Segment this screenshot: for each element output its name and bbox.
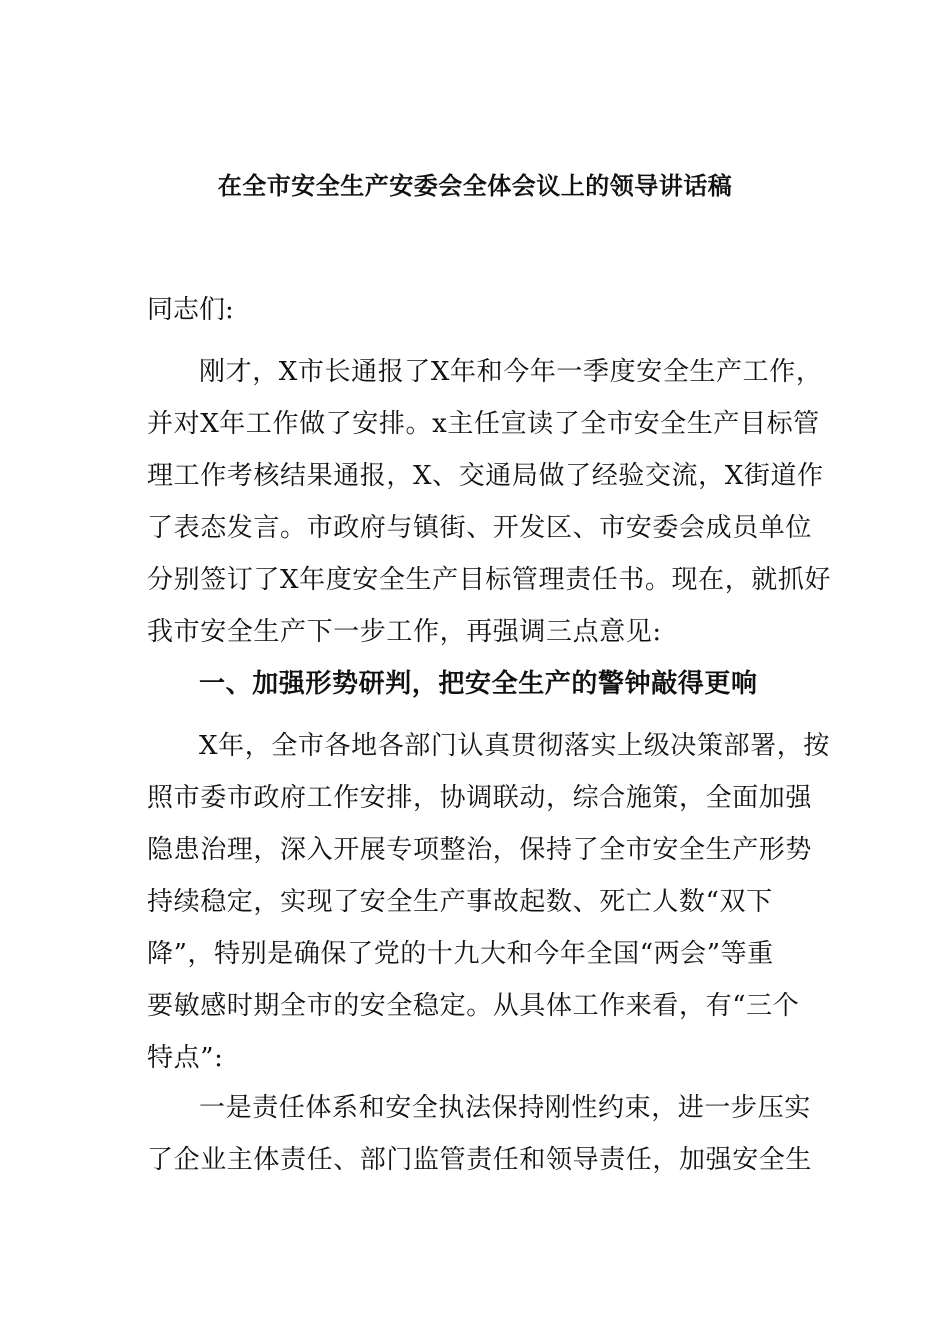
paragraph-line: 分别签订了X年度安全生产目标管理责任书。现在，就抓好: [147, 565, 832, 595]
paragraph-line: 了表态发言。市政府与镇街、开发区、市安委会成员单位: [147, 513, 813, 543]
paragraph-line: 并对X年工作做了安排。x主任宣读了全市安全生产目标管: [147, 409, 820, 439]
paragraph-line: 我市安全生产下一步工作，再强调三点意见:: [147, 617, 662, 647]
paragraph-line: 了企业主体责任、部门监管责任和领导责任，加强安全生: [147, 1145, 813, 1175]
paragraph-line: 特点”:: [147, 1043, 224, 1073]
paragraph-line: 持续稳定，实现了安全生产事故起数、死亡人数“双下: [147, 887, 773, 917]
paragraph-2: [147, 720, 830, 1084]
paragraph-line: X年，全市各地各部门认真贯彻落实上级决策部署，按: [199, 731, 830, 761]
paragraph-1: [147, 346, 832, 658]
paragraph-line: 隐患治理，深入开展专项整治，保持了全市安全生产形势: [147, 835, 813, 865]
paragraph-line: 理工作考核结果通报，X、交通局做了经验交流，X街道作: [147, 461, 824, 491]
paragraph-line: 要敏感时期全市的安全稳定。从具体工作来看，有“三个: [147, 991, 800, 1021]
paragraph-3: [147, 1082, 813, 1186]
paragraph-line: 刚才，X市长通报了X年和今年一季度安全生产工作，: [199, 357, 823, 387]
section-heading: 一、加强形势研判，把安全生产的警钟敲得更响: [199, 669, 758, 699]
paragraph-line: 一是责任体系和安全执法保持刚性约束，进一步压实: [199, 1093, 811, 1123]
document-title: 在全市安全生产安委会全体会议上的领导讲话稿: [217, 171, 733, 200]
salutation: 同志们:: [147, 295, 234, 325]
paragraph-line: 照市委市政府工作安排，协调联动，综合施策，全面加强: [147, 783, 813, 813]
paragraph-line: 降”，特别是确保了党的十九大和今年全国“两会”等重: [147, 939, 774, 969]
